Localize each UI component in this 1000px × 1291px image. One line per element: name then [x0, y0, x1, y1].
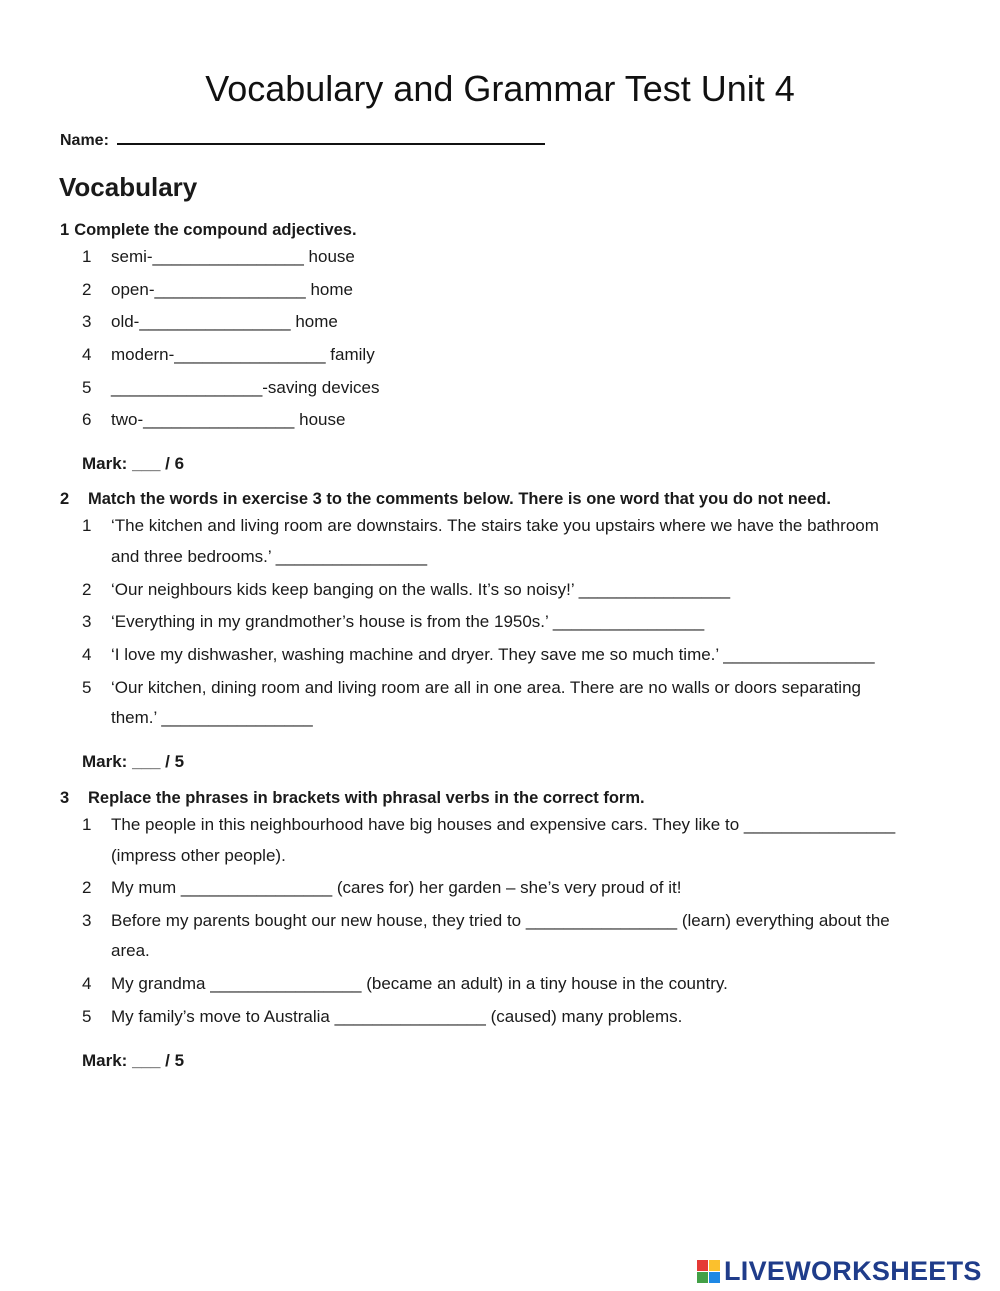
item-number: 4: [82, 645, 92, 664]
exercise-1-heading: [60, 221, 357, 240]
item-text: open-________________ home: [111, 280, 354, 299]
logo-square: [697, 1260, 708, 1271]
list-item[interactable]: [82, 1001, 682, 1032]
logo-icon: [697, 1260, 720, 1283]
item-number: 3: [82, 612, 92, 631]
section-heading-vocabulary: Vocabulary: [59, 172, 198, 202]
item-text: My family’s move to Australia ________________ (caused) many problems.: [111, 1007, 683, 1026]
mark-exercise-2: Mark: ___ / 5: [82, 752, 185, 771]
list-item[interactable]: [82, 872, 681, 903]
name-label: Name:: [60, 132, 109, 149]
exercise-3-heading: [60, 789, 645, 808]
item-text: ‘The kitchen and living room are downstairs. The stairs take you upstairs where we have the bathroom: [111, 516, 879, 535]
mark-exercise-3: Mark: ___ / 5: [82, 1051, 185, 1070]
list-item[interactable]: [82, 905, 890, 936]
logo-text: LIVEWORKSHEETS: [724, 1255, 982, 1286]
item-number: 5: [82, 678, 92, 697]
item-number: 1: [82, 247, 92, 266]
item-number: 2: [82, 580, 92, 599]
item-text: Before my parents bought our new house, they tried to ________________ (learn) everything about the: [111, 911, 890, 930]
mark-exercise-1: Mark: ___ / 6: [82, 454, 185, 473]
item-text: ________________-saving devices: [111, 378, 380, 397]
list-item[interactable]: [82, 404, 345, 435]
item-text: ‘Everything in my grandmother’s house is from the 1950s.’ ________________: [111, 612, 705, 631]
logo-square: [697, 1272, 708, 1283]
item-number: 1: [82, 815, 92, 834]
item-number: 1: [82, 516, 92, 535]
exercise-instruction: Match the words in exercise 3 to the comments below. There is one word that you do not need.: [88, 490, 831, 508]
liveworksheets-logo[interactable]: [697, 1256, 982, 1286]
list-item[interactable]: [82, 274, 353, 305]
item-continuation[interactable]: and three bedrooms.’ ________________: [111, 547, 428, 566]
item-text: ‘I love my dishwasher, washing machine and dryer. They save me so much time.’ ________________: [111, 645, 875, 664]
logo-square: [709, 1260, 720, 1271]
list-item[interactable]: [82, 606, 704, 637]
item-continuation[interactable]: them.’ ________________: [111, 708, 313, 727]
list-item[interactable]: [82, 574, 730, 605]
item-text: two-________________ house: [111, 410, 346, 429]
item-number: 5: [82, 378, 92, 397]
item-continuation: area.: [111, 941, 150, 960]
item-text: modern-________________ family: [111, 345, 375, 364]
item-number: 3: [82, 911, 92, 930]
item-number: 2: [82, 878, 92, 897]
item-text: semi-________________ house: [111, 247, 355, 266]
item-number: 3: [82, 312, 92, 331]
list-item[interactable]: [82, 372, 379, 403]
item-text: My grandma ________________ (became an adult) in a tiny house in the country.: [111, 974, 728, 993]
exercise-2-heading: [60, 490, 831, 509]
list-item[interactable]: [82, 968, 728, 999]
list-item[interactable]: [82, 809, 895, 840]
item-number: 4: [82, 974, 92, 993]
list-item[interactable]: [82, 672, 861, 703]
item-number: 6: [82, 410, 92, 429]
list-item[interactable]: [82, 339, 375, 370]
item-number: 2: [82, 280, 92, 299]
item-text: The people in this neighbourhood have big houses and expensive cars. They like to ________________: [111, 815, 896, 834]
exercise-number: 2: [60, 490, 70, 508]
item-number: 5: [82, 1007, 92, 1026]
list-item[interactable]: [82, 241, 355, 272]
item-number: 4: [82, 345, 92, 364]
list-item[interactable]: [82, 306, 338, 337]
exercise-instruction: Replace the phrases in brackets with phrasal verbs in the correct form.: [88, 789, 645, 807]
item-text: My mum ________________ (cares for) her garden – she’s very proud of it!: [111, 878, 682, 897]
exercise-number: 3: [60, 789, 70, 807]
name-field: [60, 129, 545, 150]
exercise-instruction: Complete the compound adjectives.: [74, 221, 357, 239]
page-title: Vocabulary and Grammar Test Unit 4: [205, 68, 795, 109]
logo-square: [709, 1272, 720, 1283]
item-continuation: (impress other people).: [111, 846, 286, 865]
list-item[interactable]: [82, 639, 875, 670]
item-text: ‘Our kitchen, dining room and living room are all in one area. There are no walls or doors separating: [111, 678, 861, 697]
item-text: old-________________ home: [111, 312, 338, 331]
exercise-number: 1: [60, 221, 70, 239]
item-text: ‘Our neighbours kids keep banging on the walls. It’s so noisy!’ ________________: [111, 580, 731, 599]
list-item[interactable]: [82, 510, 879, 541]
name-blank[interactable]: [117, 129, 545, 145]
